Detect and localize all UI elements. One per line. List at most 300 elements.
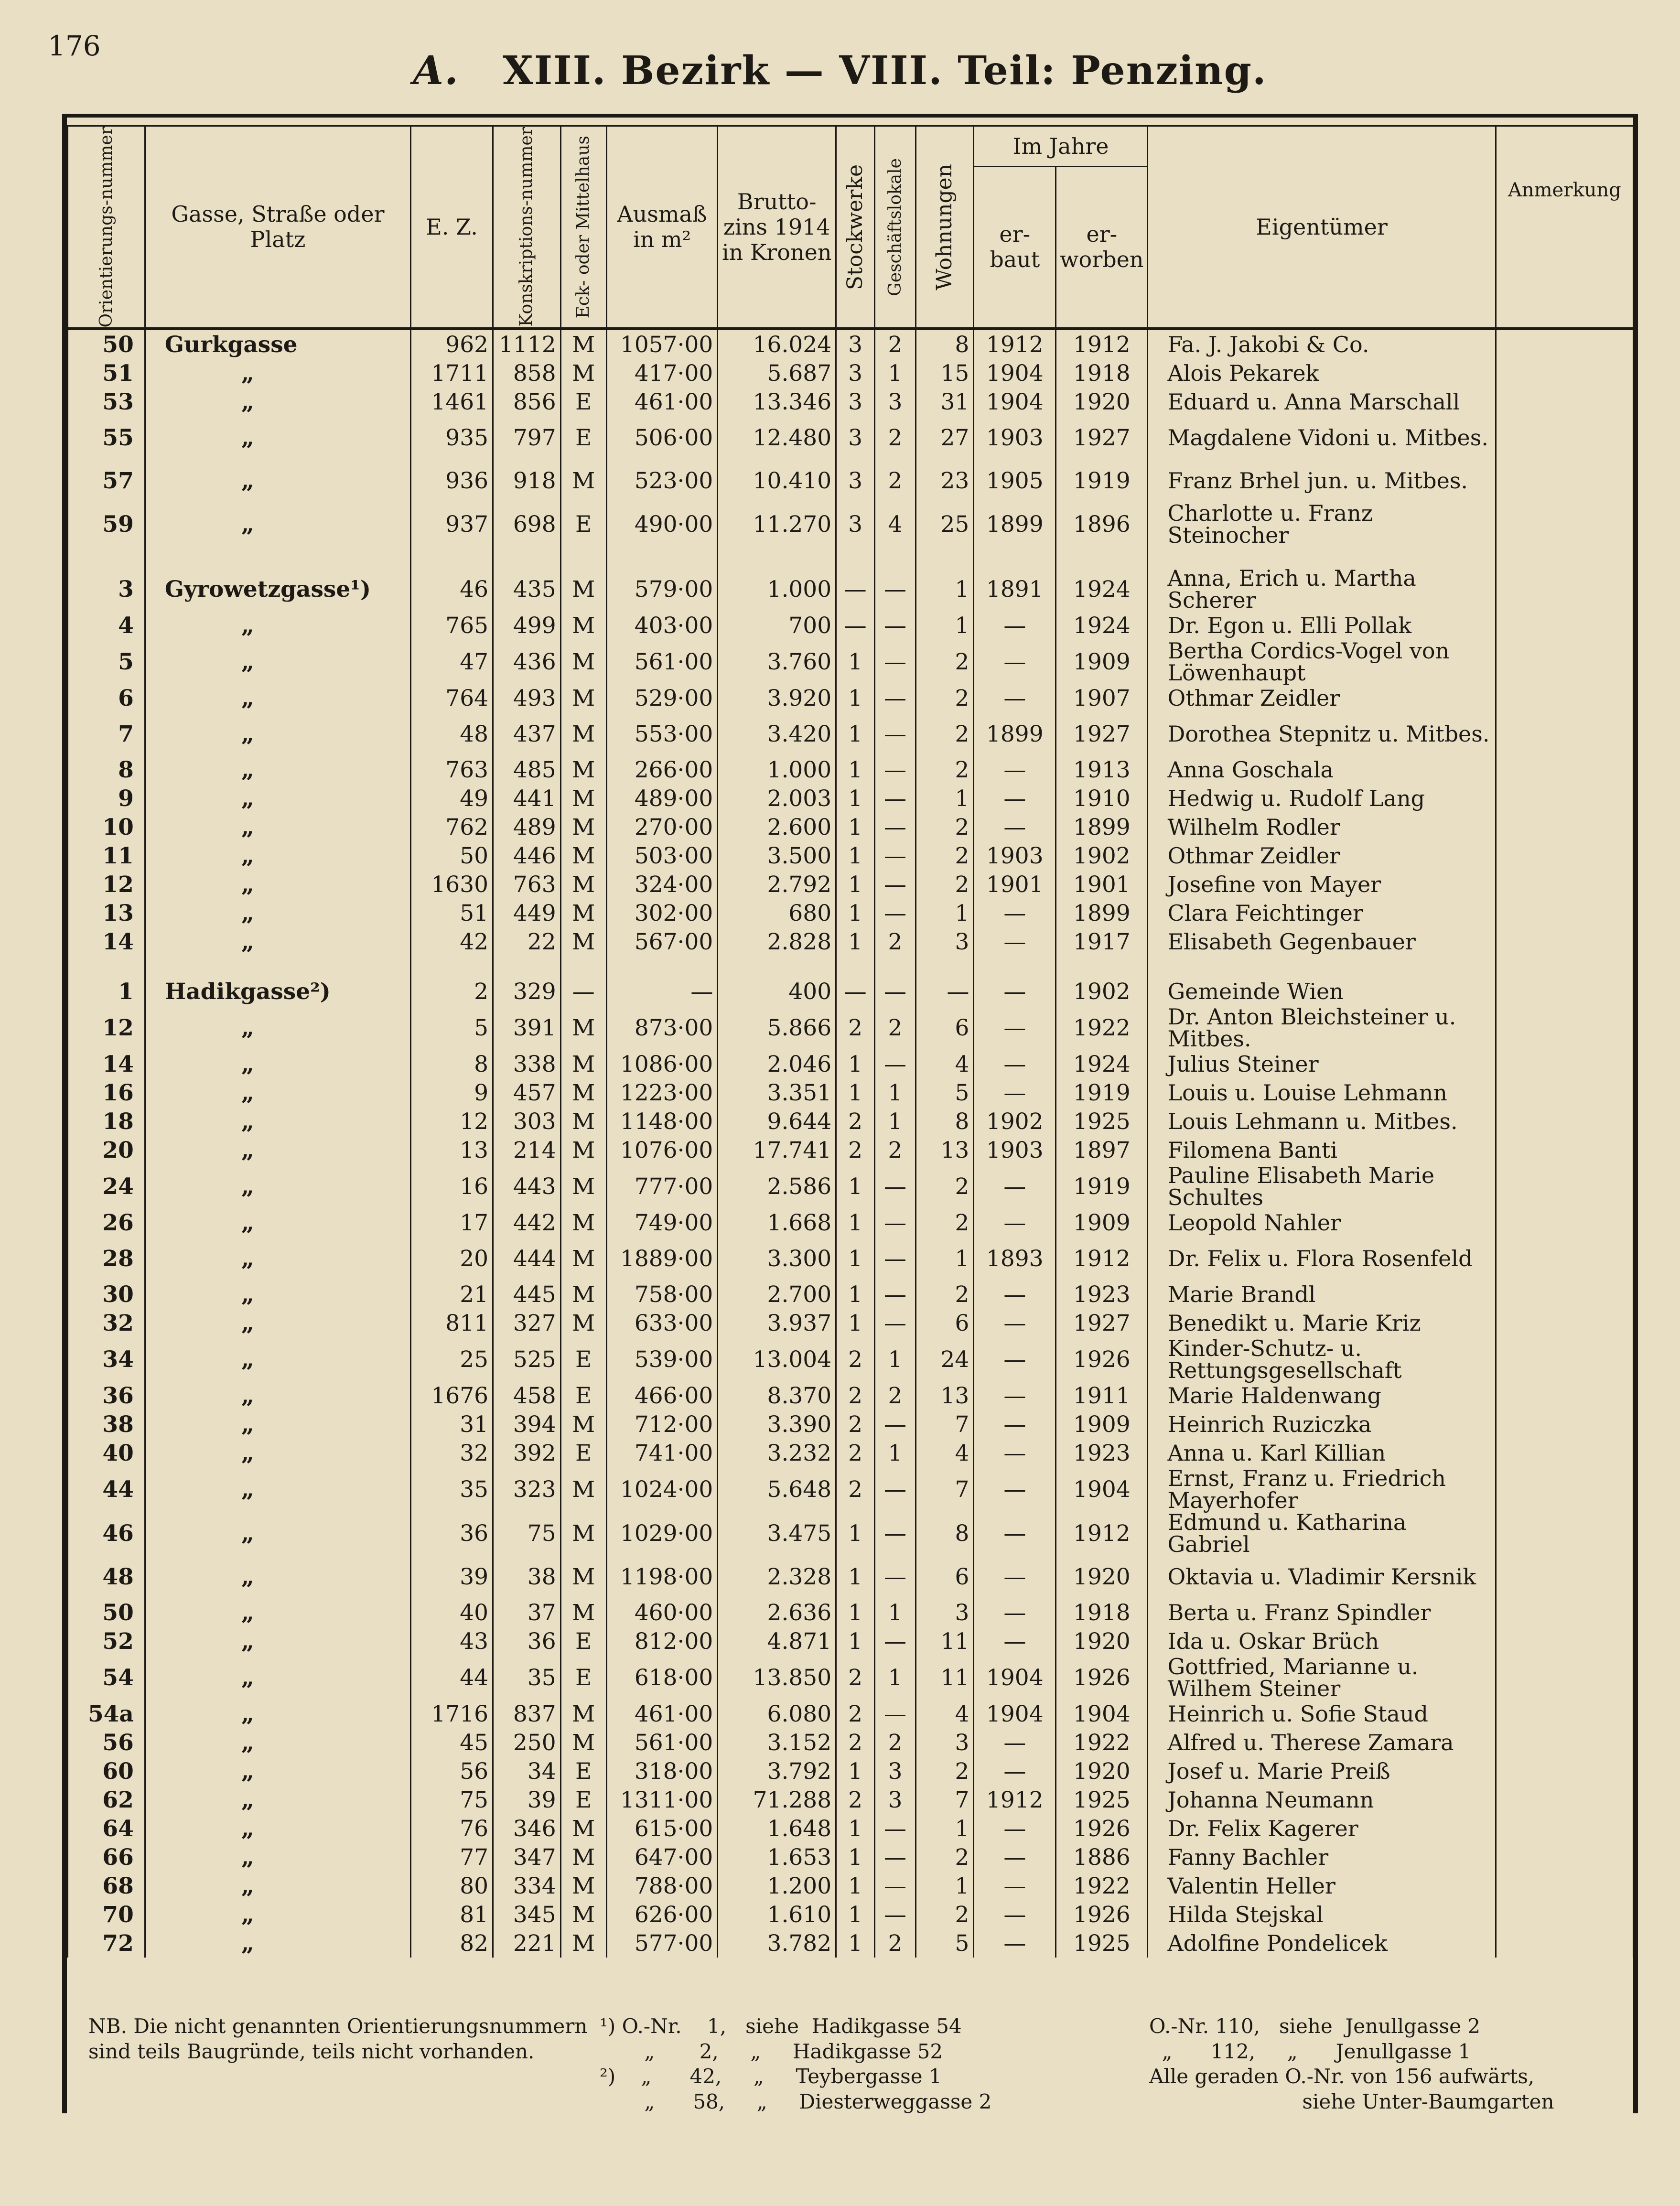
cell-kons: 444 bbox=[493, 1237, 561, 1280]
cell-zins: 2.600 bbox=[718, 813, 836, 841]
cell-eck: M bbox=[560, 1208, 606, 1237]
cell-area: 633·00 bbox=[606, 1309, 718, 1337]
cell-gesch: — bbox=[875, 899, 916, 927]
cell-anm bbox=[1496, 1208, 1633, 1237]
cell-area: 1024·00 bbox=[606, 1467, 718, 1511]
cell-erworben: 1918 bbox=[1056, 359, 1148, 387]
table-row bbox=[68, 1164, 1634, 1208]
cell-area: 506·00 bbox=[606, 416, 718, 459]
cell-stock: 2 bbox=[836, 1728, 875, 1757]
cell-kons: 329 bbox=[493, 977, 561, 1006]
cell-gesch: — bbox=[875, 1814, 916, 1843]
cell-anm bbox=[1496, 1700, 1633, 1728]
header-erworben: er-worben bbox=[1056, 166, 1148, 329]
cell-wohn: 1 bbox=[915, 1872, 973, 1900]
footnote-line: ¹) O.-Nr. 1, siehe Hadikgasse 54 bbox=[600, 2014, 962, 2038]
cell-ez: 25 bbox=[411, 1337, 493, 1381]
cell-ez: 48 bbox=[411, 712, 493, 755]
cell-stock: 2 bbox=[836, 1136, 875, 1164]
cell-gesch: 1 bbox=[875, 1598, 916, 1627]
cell-owner: Dorothea Stepnitz u. Mitbes. bbox=[1148, 712, 1496, 755]
cell-area: 270·00 bbox=[606, 813, 718, 841]
cell-gesch: 2 bbox=[875, 416, 916, 459]
cell-ez: 77 bbox=[411, 1843, 493, 1872]
cell-anm bbox=[1496, 1900, 1633, 1929]
cell-street: „ bbox=[145, 1006, 410, 1050]
table-row bbox=[68, 329, 1634, 359]
cell-stock: 1 bbox=[836, 784, 875, 813]
cell-owner: Othmar Zeidler bbox=[1148, 684, 1496, 712]
cell-wohn: 3 bbox=[915, 1598, 973, 1627]
table-row bbox=[68, 927, 1634, 956]
cell-kons: 34 bbox=[493, 1757, 561, 1786]
cell-ez: 13 bbox=[411, 1136, 493, 1164]
cell-erbaut: — bbox=[974, 1078, 1056, 1107]
cell-gesch: — bbox=[875, 1843, 916, 1872]
cell-zins: 3.300 bbox=[718, 1237, 836, 1280]
cell-anm bbox=[1496, 1078, 1633, 1107]
cell-zins: 3.232 bbox=[718, 1439, 836, 1467]
cell-stock: 1 bbox=[836, 870, 875, 899]
cell-wohn: 11 bbox=[915, 1627, 973, 1656]
cell-erbaut: — bbox=[974, 1309, 1056, 1337]
cell-ez: 5 bbox=[411, 1006, 493, 1050]
cell-gesch: 1 bbox=[875, 359, 916, 387]
cell-owner: Marie Haldenwang bbox=[1148, 1381, 1496, 1410]
cell-stock: 3 bbox=[836, 459, 875, 502]
footnote-line: ²) „ 42, „ Teybergasse 1 bbox=[600, 2065, 942, 2088]
cell-gesch: — bbox=[875, 813, 916, 841]
cell-kons: 485 bbox=[493, 755, 561, 784]
cell-owner: Anna Goschala bbox=[1148, 755, 1496, 784]
cell-ez: 76 bbox=[411, 1814, 493, 1843]
cell-erbaut: — bbox=[974, 755, 1056, 784]
cell-eck: M bbox=[560, 1900, 606, 1929]
cell-zins: 3.920 bbox=[718, 684, 836, 712]
cell-erbaut: 1893 bbox=[974, 1237, 1056, 1280]
cell-nr: 5 bbox=[68, 640, 145, 684]
cell-gesch: — bbox=[875, 977, 916, 1006]
cell-erworben: 1923 bbox=[1056, 1439, 1148, 1467]
cell-gesch: — bbox=[875, 1410, 916, 1439]
cell-eck: E bbox=[560, 1381, 606, 1410]
cell-anm bbox=[1496, 1929, 1633, 1958]
cell-gesch: — bbox=[875, 640, 916, 684]
cell-anm bbox=[1496, 1381, 1633, 1410]
cell-eck: E bbox=[560, 1786, 606, 1814]
cell-ez: 16 bbox=[411, 1164, 493, 1208]
cell-area: 324·00 bbox=[606, 870, 718, 899]
cell-wohn: 8 bbox=[915, 1511, 973, 1555]
cell-street: „ bbox=[145, 899, 410, 927]
cell-ez: 962 bbox=[411, 329, 493, 359]
cell-owner: Benedikt u. Marie Kriz bbox=[1148, 1309, 1496, 1337]
cell-stock: — bbox=[836, 611, 875, 640]
cell-gesch: — bbox=[875, 1050, 916, 1078]
cell-erbaut: — bbox=[974, 1814, 1056, 1843]
cell-wohn: 5 bbox=[915, 1078, 973, 1107]
cell-eck: M bbox=[560, 755, 606, 784]
cell-anm bbox=[1496, 1107, 1633, 1136]
cell-gesch: — bbox=[875, 841, 916, 870]
cell-ez: 40 bbox=[411, 1598, 493, 1627]
cell-wohn: 2 bbox=[915, 841, 973, 870]
cell-anm bbox=[1496, 1050, 1633, 1078]
cell-owner: Anna, Erich u. Martha Scherer bbox=[1148, 567, 1496, 611]
cell-stock: 1 bbox=[836, 755, 875, 784]
cell-eck: E bbox=[560, 1627, 606, 1656]
cell-street: „ bbox=[145, 1929, 410, 1958]
footnote-line: O.-Nr. 110, siehe Jenullgasse 2 bbox=[1149, 2014, 1481, 2038]
cell-stock: 1 bbox=[836, 1050, 875, 1078]
cell-area: 302·00 bbox=[606, 899, 718, 927]
cell-gesch: 2 bbox=[875, 1381, 916, 1410]
cell-erbaut: — bbox=[974, 1006, 1056, 1050]
cell-eck: M bbox=[560, 359, 606, 387]
cell-zins: 1.200 bbox=[718, 1872, 836, 1900]
cell-nr: 40 bbox=[68, 1439, 145, 1467]
cell-area: 489·00 bbox=[606, 784, 718, 813]
cell-eck: E bbox=[560, 1439, 606, 1467]
cell-street: „ bbox=[145, 1337, 410, 1381]
cell-erworben: 1902 bbox=[1056, 977, 1148, 1006]
cell-kons: 489 bbox=[493, 813, 561, 841]
section-letter: A. bbox=[413, 48, 459, 94]
cell-street: „ bbox=[145, 640, 410, 684]
cell-anm bbox=[1496, 1786, 1633, 1814]
cell-gesch: 2 bbox=[875, 1136, 916, 1164]
cell-street: „ bbox=[145, 1786, 410, 1814]
cell-nr: 54 bbox=[68, 1656, 145, 1700]
cell-ez: 762 bbox=[411, 813, 493, 841]
cell-street: „ bbox=[145, 1237, 410, 1280]
cell-erbaut: — bbox=[974, 611, 1056, 640]
table-row bbox=[68, 870, 1634, 899]
cell-zins: 3.152 bbox=[718, 1728, 836, 1757]
table-row bbox=[68, 1467, 1634, 1511]
cell-erbaut: — bbox=[974, 1439, 1056, 1467]
cell-kons: 435 bbox=[493, 567, 561, 611]
table-row bbox=[68, 899, 1634, 927]
cell-erworben: 1927 bbox=[1056, 1309, 1148, 1337]
cell-area: 403·00 bbox=[606, 611, 718, 640]
table-row bbox=[68, 611, 1634, 640]
cell-erworben: 1897 bbox=[1056, 1136, 1148, 1164]
cell-nr: 9 bbox=[68, 784, 145, 813]
cell-wohn: 2 bbox=[915, 684, 973, 712]
cell-kons: 493 bbox=[493, 684, 561, 712]
footnote-line: „ 2, „ Hadikgasse 52 bbox=[600, 2039, 943, 2063]
cell-anm bbox=[1496, 1006, 1633, 1050]
cell-erworben: 1899 bbox=[1056, 899, 1148, 927]
cell-wohn: 31 bbox=[915, 387, 973, 416]
cell-zins: 400 bbox=[718, 977, 836, 1006]
cell-zins: 2.586 bbox=[718, 1164, 836, 1208]
cell-gesch: 2 bbox=[875, 1929, 916, 1958]
cell-erbaut: 1903 bbox=[974, 416, 1056, 459]
table-row bbox=[68, 784, 1634, 813]
cell-erbaut: — bbox=[974, 1164, 1056, 1208]
cell-area: 1311·00 bbox=[606, 1786, 718, 1814]
cell-erworben: 1909 bbox=[1056, 1410, 1148, 1439]
cell-zins: 9.644 bbox=[718, 1107, 836, 1136]
cell-erbaut: 1903 bbox=[974, 841, 1056, 870]
cell-zins: 8.370 bbox=[718, 1381, 836, 1410]
table-row bbox=[68, 755, 1634, 784]
cell-owner: Louis u. Louise Lehmann bbox=[1148, 1078, 1496, 1107]
cell-eck: M bbox=[560, 1929, 606, 1958]
cell-kons: 345 bbox=[493, 1900, 561, 1929]
cell-wohn: 4 bbox=[915, 1700, 973, 1728]
footnote-line: Alle geraden O.-Nr. von 156 aufwärts, bbox=[1149, 2065, 1535, 2088]
cell-ez: 44 bbox=[411, 1656, 493, 1700]
cell-anm bbox=[1496, 684, 1633, 712]
cell-area: 553·00 bbox=[606, 712, 718, 755]
cell-nr: 59 bbox=[68, 502, 145, 546]
cell-stock: 1 bbox=[836, 1814, 875, 1843]
cell-nr: 64 bbox=[68, 1814, 145, 1843]
cell-anm bbox=[1496, 1627, 1633, 1656]
cell-eck: M bbox=[560, 1728, 606, 1757]
cell-gesch: — bbox=[875, 870, 916, 899]
cell-erworben: 1896 bbox=[1056, 502, 1148, 546]
cell-erworben: 1924 bbox=[1056, 1050, 1148, 1078]
cell-erbaut: — bbox=[974, 1627, 1056, 1656]
cell-ez: 811 bbox=[411, 1309, 493, 1337]
cell-erworben: 1911 bbox=[1056, 1381, 1148, 1410]
property-register-table bbox=[67, 125, 1634, 1958]
cell-erbaut: — bbox=[974, 1410, 1056, 1439]
table-row bbox=[68, 1929, 1634, 1958]
cell-erbaut: — bbox=[974, 1050, 1056, 1078]
cell-area: 461·00 bbox=[606, 1700, 718, 1728]
cell-erbaut: 1899 bbox=[974, 712, 1056, 755]
cell-erworben: 1924 bbox=[1056, 611, 1148, 640]
cell-erworben: 1922 bbox=[1056, 1006, 1148, 1050]
cell-area: 523·00 bbox=[606, 459, 718, 502]
cell-anm bbox=[1496, 1337, 1633, 1381]
cell-stock: 1 bbox=[836, 1511, 875, 1555]
cell-nr: 14 bbox=[68, 927, 145, 956]
header-konskription: Konskriptions-nummer bbox=[493, 126, 561, 329]
cell-nr: 24 bbox=[68, 1164, 145, 1208]
cell-nr: 16 bbox=[68, 1078, 145, 1107]
cell-zins: 2.046 bbox=[718, 1050, 836, 1078]
cell-street: „ bbox=[145, 459, 410, 502]
cell-ez: 21 bbox=[411, 1280, 493, 1309]
cell-wohn: 8 bbox=[915, 329, 973, 359]
table-row bbox=[68, 387, 1634, 416]
table-row bbox=[68, 1280, 1634, 1309]
cell-owner: Alfred u. Therese Zamara bbox=[1148, 1728, 1496, 1757]
cell-area: 529·00 bbox=[606, 684, 718, 712]
header-anmerkung: Anmerkung bbox=[1496, 126, 1633, 329]
cell-street: „ bbox=[145, 1700, 410, 1728]
cell-street: „ bbox=[145, 502, 410, 546]
cell-owner: Kinder-Schutz- u. Rettungsgesellschaft bbox=[1148, 1337, 1496, 1381]
cell-street: „ bbox=[145, 1511, 410, 1555]
cell-area: 417·00 bbox=[606, 359, 718, 387]
cell-owner: Bertha Cordics-Vogel von Löwenhaupt bbox=[1148, 640, 1496, 684]
cell-erworben: 1925 bbox=[1056, 1107, 1148, 1136]
table-row bbox=[68, 1050, 1634, 1078]
cell-ez: 1630 bbox=[411, 870, 493, 899]
cell-stock: 1 bbox=[836, 1872, 875, 1900]
cell-ez: 42 bbox=[411, 927, 493, 956]
cell-ez: 35 bbox=[411, 1467, 493, 1511]
cell-stock: 1 bbox=[836, 1280, 875, 1309]
cell-area: 461·00 bbox=[606, 387, 718, 416]
cell-erbaut: — bbox=[974, 1208, 1056, 1237]
cell-anm bbox=[1496, 1136, 1633, 1164]
footnote-line: „ 112, „ Jenullgasse 1 bbox=[1149, 2039, 1471, 2063]
cell-kons: 38 bbox=[493, 1555, 561, 1598]
cell-eck: M bbox=[560, 1700, 606, 1728]
cell-kons: 837 bbox=[493, 1700, 561, 1728]
cell-ez: 1711 bbox=[411, 359, 493, 387]
cell-ez: 39 bbox=[411, 1555, 493, 1598]
cell-zins: 16.024 bbox=[718, 329, 836, 359]
cell-erbaut: — bbox=[974, 684, 1056, 712]
cell-anm bbox=[1496, 359, 1633, 387]
cell-gesch: 1 bbox=[875, 1107, 916, 1136]
cell-nr: 44 bbox=[68, 1467, 145, 1511]
cell-zins: 680 bbox=[718, 899, 836, 927]
cell-area: 749·00 bbox=[606, 1208, 718, 1237]
cell-nr: 62 bbox=[68, 1786, 145, 1814]
cell-wohn: 2 bbox=[915, 1208, 973, 1237]
cell-gesch: — bbox=[875, 1872, 916, 1900]
table-row bbox=[68, 1337, 1634, 1381]
cell-owner: Valentin Heller bbox=[1148, 1872, 1496, 1900]
cell-zins: 3.390 bbox=[718, 1410, 836, 1439]
cell-gesch: 2 bbox=[875, 1006, 916, 1050]
cell-eck: M bbox=[560, 841, 606, 870]
cell-anm bbox=[1496, 387, 1633, 416]
cell-gesch: — bbox=[875, 684, 916, 712]
cell-kons: 436 bbox=[493, 640, 561, 684]
cell-area: 647·00 bbox=[606, 1843, 718, 1872]
cell-kons: 35 bbox=[493, 1656, 561, 1700]
cell-ez: 32 bbox=[411, 1439, 493, 1467]
table-row bbox=[68, 567, 1634, 611]
cell-nr: 18 bbox=[68, 1107, 145, 1136]
cell-street: „ bbox=[145, 1900, 410, 1929]
cell-area: 788·00 bbox=[606, 1872, 718, 1900]
table-row bbox=[68, 1872, 1634, 1900]
cell-gesch: 2 bbox=[875, 459, 916, 502]
table-row bbox=[68, 459, 1634, 502]
cell-erworben: 1917 bbox=[1056, 927, 1148, 956]
header-eigentuemer: Eigentümer bbox=[1148, 126, 1496, 329]
cell-owner: Charlotte u. Franz Steinocher bbox=[1148, 502, 1496, 546]
cell-erworben: 1922 bbox=[1056, 1872, 1148, 1900]
cell-stock: 3 bbox=[836, 387, 875, 416]
cell-stock: 2 bbox=[836, 1410, 875, 1439]
table-row bbox=[68, 359, 1634, 387]
cell-zins: 3.782 bbox=[718, 1929, 836, 1958]
cell-stock: 1 bbox=[836, 1627, 875, 1656]
cell-nr: 13 bbox=[68, 899, 145, 927]
cell-street: „ bbox=[145, 1280, 410, 1309]
cell-nr: 14 bbox=[68, 1050, 145, 1078]
cell-erworben: 1923 bbox=[1056, 1280, 1148, 1309]
cell-erbaut: — bbox=[974, 1728, 1056, 1757]
cell-zins: 6.080 bbox=[718, 1700, 836, 1728]
cell-eck: M bbox=[560, 684, 606, 712]
cell-erworben: 1919 bbox=[1056, 1078, 1148, 1107]
cell-stock: 2 bbox=[836, 1467, 875, 1511]
table-row bbox=[68, 813, 1634, 841]
cell-owner: Clara Feichtinger bbox=[1148, 899, 1496, 927]
cell-ez: 75 bbox=[411, 1786, 493, 1814]
cell-owner: Dr. Anton Bleichsteiner u. Mitbes. bbox=[1148, 1006, 1496, 1050]
cell-eck: M bbox=[560, 1107, 606, 1136]
header-gasse: Gasse, Straße oder Platz bbox=[145, 126, 410, 329]
cell-anm bbox=[1496, 1467, 1633, 1511]
cell-erworben: 1919 bbox=[1056, 1164, 1148, 1208]
cell-anm bbox=[1496, 459, 1633, 502]
cell-stock: 1 bbox=[836, 813, 875, 841]
cell-erbaut: — bbox=[974, 1467, 1056, 1511]
cell-eck: M bbox=[560, 712, 606, 755]
cell-eck: M bbox=[560, 1078, 606, 1107]
cell-nr: 50 bbox=[68, 1598, 145, 1627]
cell-kons: 442 bbox=[493, 1208, 561, 1237]
cell-anm bbox=[1496, 567, 1633, 611]
cell-eck: M bbox=[560, 1006, 606, 1050]
cell-kons: 347 bbox=[493, 1843, 561, 1872]
cell-gesch: — bbox=[875, 1309, 916, 1337]
cell-kons: 698 bbox=[493, 502, 561, 546]
cell-street: „ bbox=[145, 387, 410, 416]
cell-zins: 1.648 bbox=[718, 1814, 836, 1843]
cell-stock: 3 bbox=[836, 329, 875, 359]
footnotes-right bbox=[1149, 2014, 1627, 2114]
cell-erbaut: 1902 bbox=[974, 1107, 1056, 1136]
cell-anm bbox=[1496, 899, 1633, 927]
cell-wohn: 15 bbox=[915, 359, 973, 387]
cell-kons: 856 bbox=[493, 387, 561, 416]
cell-street: „ bbox=[145, 684, 410, 712]
header-ez: E. Z. bbox=[411, 126, 493, 329]
cell-gesch: 1 bbox=[875, 1337, 916, 1381]
cell-owner: Josef u. Marie Preiß bbox=[1148, 1757, 1496, 1786]
cell-erworben: 1926 bbox=[1056, 1337, 1148, 1381]
cell-ez: 9 bbox=[411, 1078, 493, 1107]
cell-stock: 2 bbox=[836, 1337, 875, 1381]
cell-gesch: — bbox=[875, 1164, 916, 1208]
cell-eck: M bbox=[560, 1237, 606, 1280]
cell-zins: 3.500 bbox=[718, 841, 836, 870]
cell-stock: 2 bbox=[836, 1107, 875, 1136]
cell-street: „ bbox=[145, 1208, 410, 1237]
cell-owner: Pauline Elisabeth Marie Schultes bbox=[1148, 1164, 1496, 1208]
cell-area: 266·00 bbox=[606, 755, 718, 784]
cell-owner: Dr. Egon u. Elli Pollak bbox=[1148, 611, 1496, 640]
cell-kons: 441 bbox=[493, 784, 561, 813]
cell-ez: 56 bbox=[411, 1757, 493, 1786]
cell-area: — bbox=[606, 977, 718, 1006]
cell-owner: Fa. J. Jakobi & Co. bbox=[1148, 329, 1496, 359]
cell-kons: 499 bbox=[493, 611, 561, 640]
cell-ez: 764 bbox=[411, 684, 493, 712]
cell-zins: 13.004 bbox=[718, 1337, 836, 1381]
cell-street: „ bbox=[145, 870, 410, 899]
header-erbaut: er-baut bbox=[974, 166, 1056, 329]
table-row bbox=[68, 1900, 1634, 1929]
cell-anm bbox=[1496, 813, 1633, 841]
